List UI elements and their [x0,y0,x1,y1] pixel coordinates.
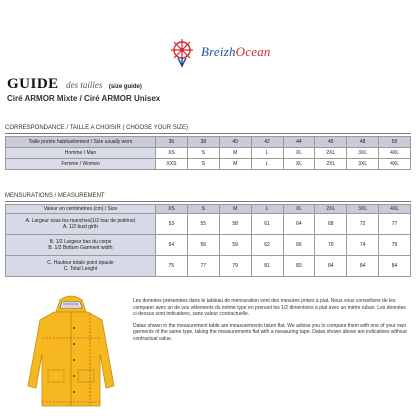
table-cell: 36 [156,137,188,148]
table-cell: XXS [156,159,188,170]
table-cell: 58 [219,214,251,235]
table-cell: 4XL [379,159,411,170]
table-row [6,256,411,277]
header-cell: XL [283,205,315,214]
table-cell: 68 [315,214,347,235]
table-cell: 84 [347,256,379,277]
table-cell: XL [283,159,315,170]
description-en: Datas shown in the measurement table are measurements taken flat. We advise you to compare them with one of your own garments of the same type, taking the measurements flat with a measuring tape. Datas shown above are indicatives without contractual value. [133,322,407,342]
table-cell: 40 [219,137,251,148]
table-cell: 61 [251,214,283,235]
table-cell: 2XL [315,148,347,159]
row-label: Taille portée habituellement / Size usually worn [6,137,156,148]
header-cell: 2XL [315,205,347,214]
correspondance-section [5,125,411,170]
table-cell: S [187,148,219,159]
table-header-row [6,205,411,214]
table-cell: 55 [187,214,219,235]
table-cell: 53 [156,214,188,235]
product-name: Ciré ARMOR Mixte / Ciré ARMOR Unisex [7,94,161,103]
guide-subtitle-en: (size guide) [108,84,142,90]
table-cell: 3XL [347,148,379,159]
table-cell: 75 [156,256,188,277]
table-cell: 2XL [315,159,347,170]
row-label: C. Hauteur totale point épaule C. Total Lenght [6,256,156,277]
table-cell: 3XL [347,159,379,170]
size-guide-description [133,298,409,348]
brand-name-part1: Breizh [201,44,236,59]
table-cell: M [219,159,251,170]
ship-wheel-icon [171,39,193,67]
table-cell: 44 [283,137,315,148]
correspondance-title: CORRESPONDANCE / TAILLE A CHOISIR ( CHOOSE YOUR SIZE) [5,125,411,134]
table-cell: 46 [315,137,347,148]
row-label: Femme / Women [6,159,156,170]
table-cell: 81 [251,256,283,277]
table-cell: 84 [379,256,411,277]
table-cell: 42 [251,137,283,148]
table-cell: 74 [347,235,379,256]
header-cell: M [219,205,251,214]
table-cell: XL [283,148,315,159]
guide-title: GUIDE [7,76,59,92]
table-cell: L [251,148,283,159]
table-row [6,137,411,148]
table-cell: 56 [187,235,219,256]
table-cell: 72 [347,214,379,235]
header-cell: 3XL [347,205,379,214]
table-cell: 70 [315,235,347,256]
yellow-raincoat-illustration [24,294,119,412]
table-cell: 62 [251,235,283,256]
table-cell: 77 [187,256,219,277]
table-cell: 83 [283,256,315,277]
header-cell: 4XL [379,205,411,214]
table-cell: 50 [379,137,411,148]
table-cell: 79 [379,235,411,256]
header-cell: L [251,205,283,214]
table-cell: 64 [283,214,315,235]
header-label: Valeur en centimètres (cm) / Size [6,205,156,214]
table-row [6,235,411,256]
table-row [6,214,411,235]
table-cell: 84 [315,256,347,277]
table-row [6,159,411,170]
correspondance-table [5,136,411,170]
description-fr: Les données présentées dans le tableau de mensuration sont des mesures prises à plat. Nous vous conseillons de les comparer avec un de vos vêtements du même type en prenant les 1/2 dimentions à plat avec un mètre ruban. Les données ci-dessus sont indicatives, sans valeur contractuelle. [133,298,406,318]
header-cell: XS [156,205,188,214]
measurement-section [5,193,411,277]
brand-name [201,44,271,60]
row-label: Homme / Man [6,148,156,159]
table-cell: L [251,159,283,170]
table-row [6,148,411,159]
brand-name-part2: Ocean [235,44,271,59]
row-label: A. Largeur sous les manches(1/2 tour de poitrine) A. 1/2 bust girth [6,214,156,235]
table-cell: 4XL [379,148,411,159]
table-cell: S [187,159,219,170]
table-cell: 79 [219,256,251,277]
measurement-table [5,204,411,277]
row-label: B. 1/2 Largeur bas du corps B. 1/2 Bottom Garment width [6,235,156,256]
table-cell: 77 [379,214,411,235]
table-cell: 38 [187,137,219,148]
measurement-title: MENSURATIONS / MEASUREMENT [5,193,411,202]
table-cell: XS [156,148,188,159]
table-cell: 66 [283,235,315,256]
header-cell: S [187,205,219,214]
table-cell: 54 [156,235,188,256]
guide-heading [7,75,160,103]
guide-subtitle: des tailles [66,80,103,90]
table-cell: 48 [347,137,379,148]
table-cell: 59 [219,235,251,256]
table-cell: M [219,148,251,159]
